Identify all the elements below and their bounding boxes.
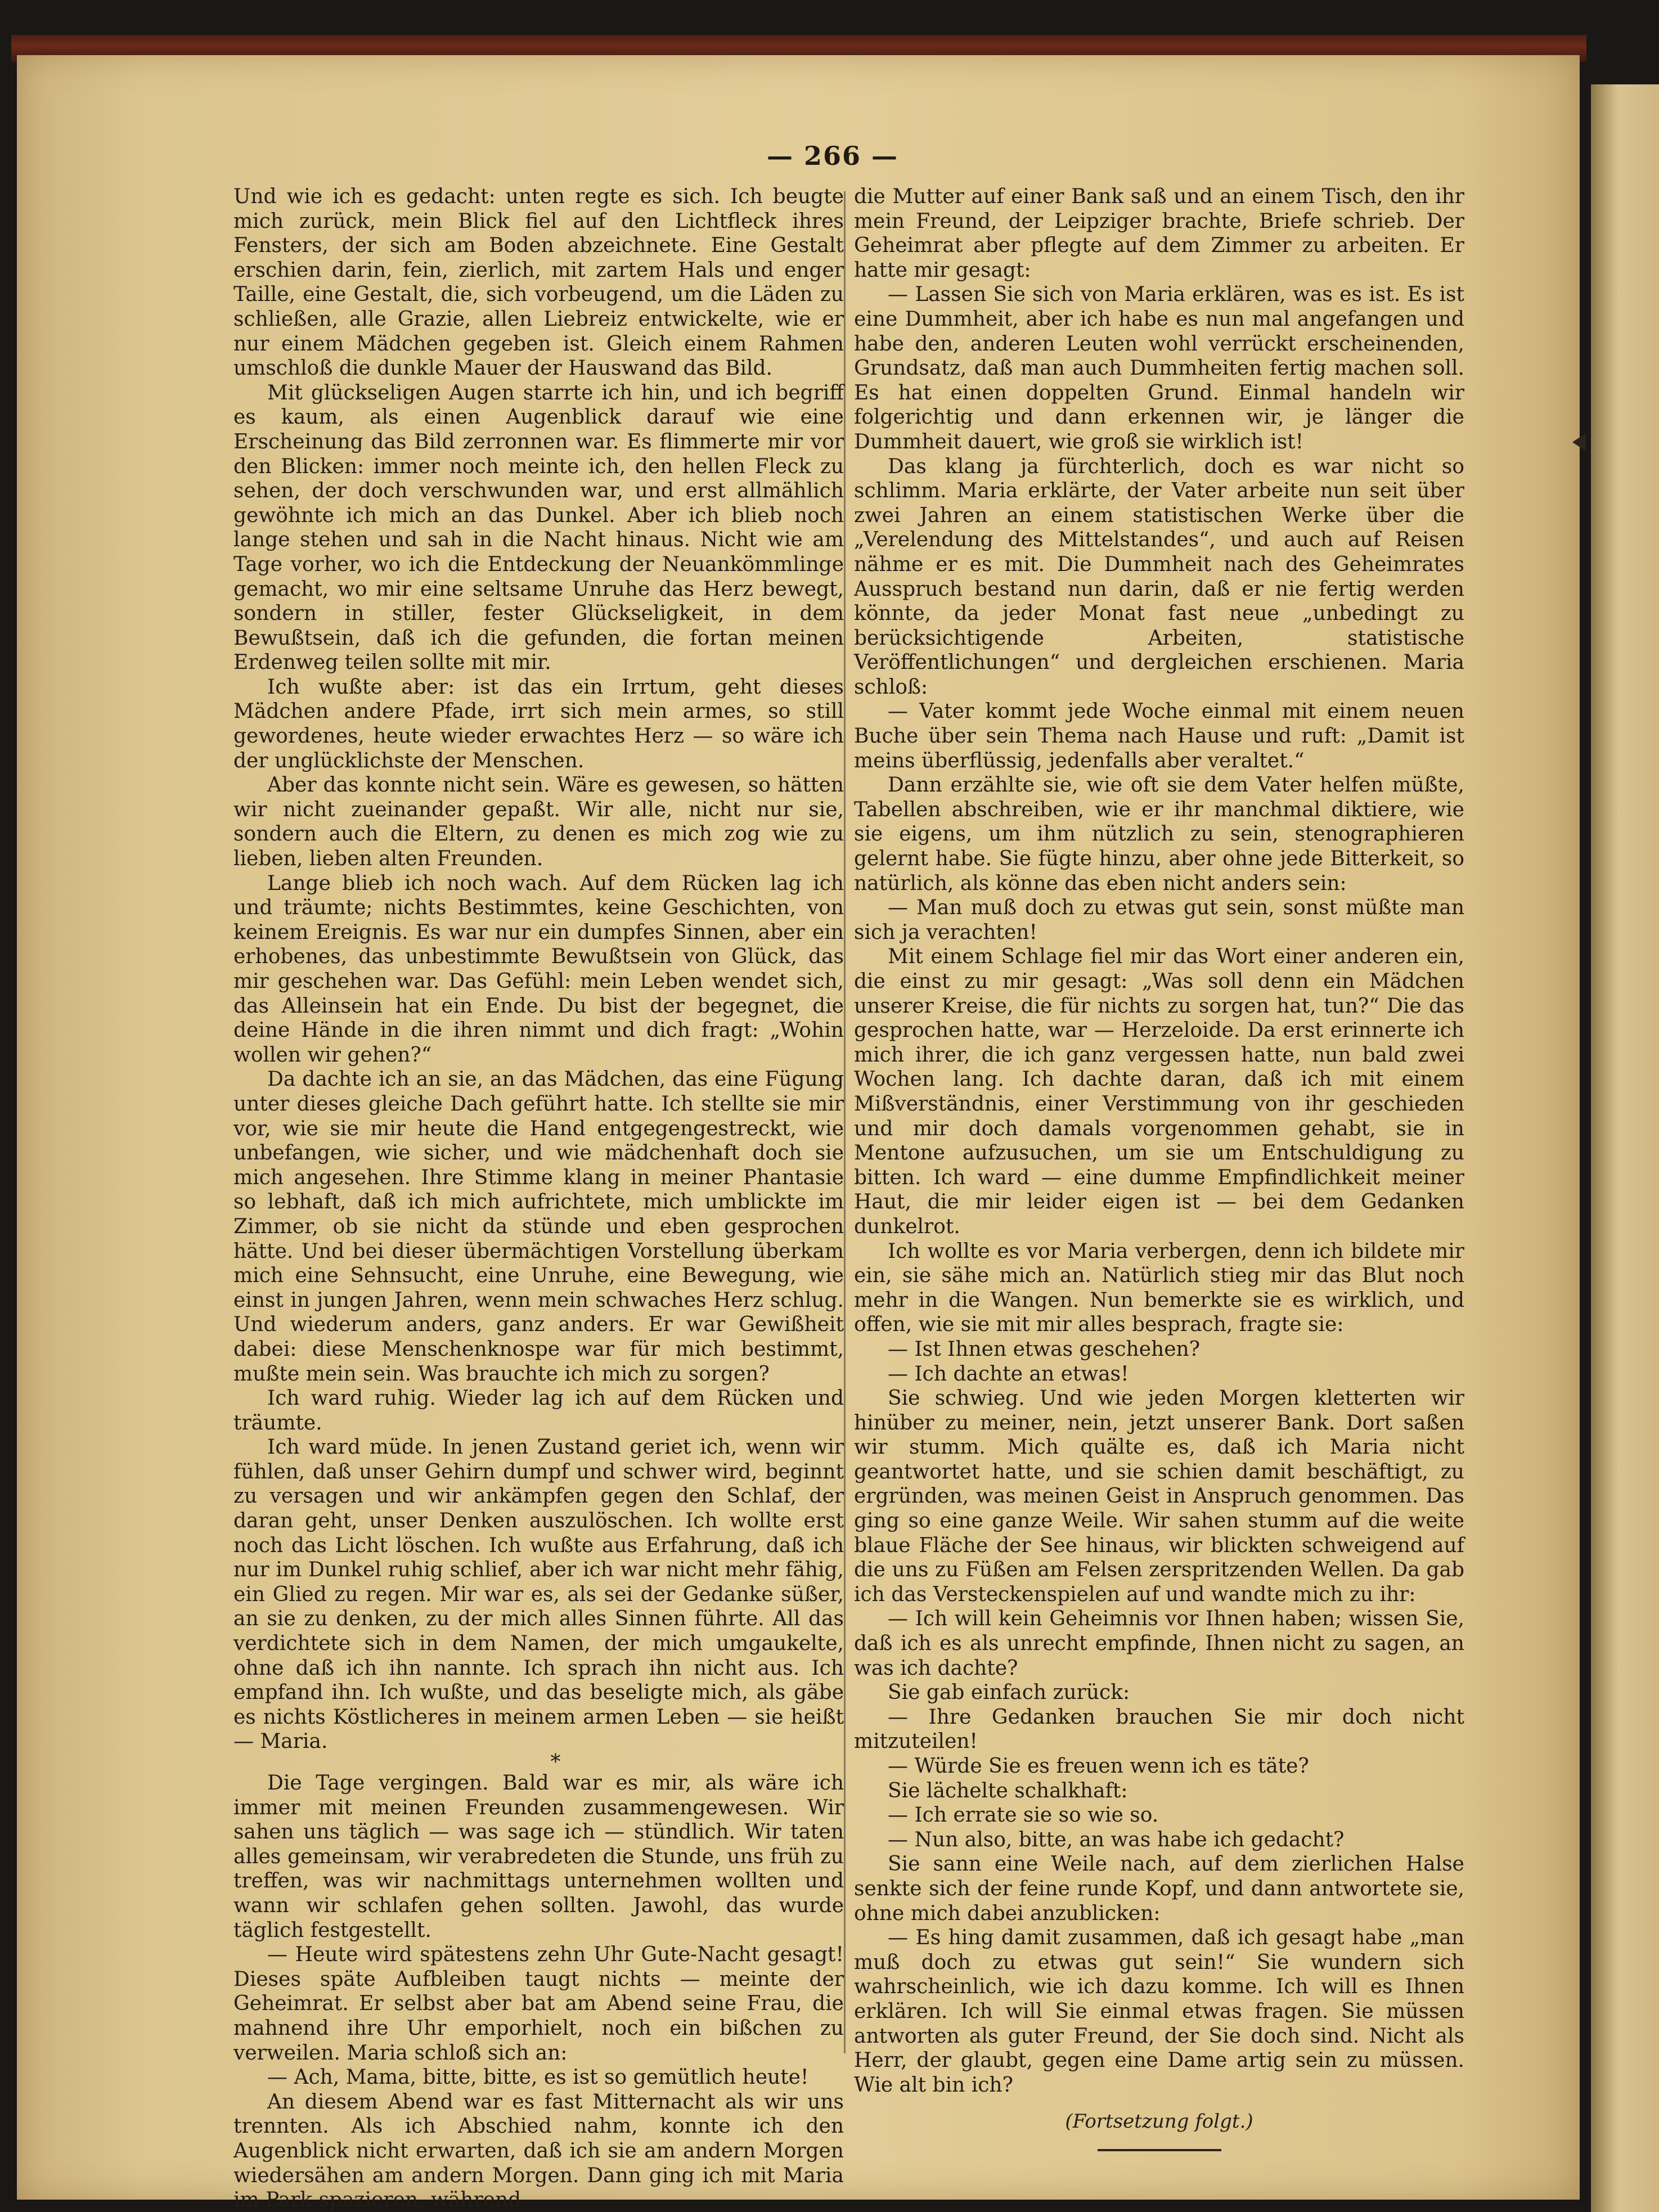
left-text-column	[233, 185, 844, 2212]
paragraph: — Ich errate sie so wie so.	[888, 1804, 1159, 1827]
paragraph: Sie schwieg. Und wie jeden Morgen kletterten wir hinüber zu meiner, nein, jetzt unserer Bank. Dort saßen wir stumm. Mich quälte es, daß ich Maria nicht geantwortet hatte, und sie schien damit beschäftigt, zu ergründen, was meinen Geist in Anspruch genommen. Das ging so eine ganze Weile. Wir sahen stumm auf die weite blaue Fläche der See hinaus, wir blickten schweigend auf die uns zu Füßen am Felsen zerspritzenden Wellen. Da gab ich das Versteckenspielen auf und wandte mich zu ihr:	[854, 1387, 1464, 1606]
paragraph: Ich ward müde. In jenen Zustand geriet ich, wenn wir fühlen, daß unser Gehirn dumpf und schwer wird, beginnt zu versagen und wir ankämpfen gegen den Schlaf, der daran geht, unser Denken auszulöschen. Ich wollte erst noch das Licht löschen. Ich wußte aus Erfahrung, daß ich nur im Dunkel ruhig schlief, aber ich war nicht mehr fähig, ein Glied zu regen. Mir war es, als sei der Gedanke süßer, an sie zu denken, zu der mich alles Sinnen führte. All das verdichtete sich in dem Namen, der mich umgaukelte, ohne daß ich ihn nannte. Ich sprach ihn nicht aus. Ich empfand ihn. Ich wußte, und das beseligte mich, als gäbe es nichts Köstlicheres in meinem armen Leben — sie heißt — Maria.	[233, 1436, 844, 1754]
paragraph: Sie lächelte schalkhaft:	[888, 1779, 1128, 1802]
paragraph: — Ihre Gedanken brauchen Sie mir doch nicht mitzuteilen!	[854, 1705, 1464, 1754]
margin-marker-icon	[1572, 433, 1586, 451]
right-text-column	[854, 185, 1464, 2151]
page-number: — 266 —	[766, 141, 899, 171]
paragraph: — Ich will kein Geheimnis vor Ihnen haben; wissen Sie, daß ich es als unrecht empfinde, Ihnen nicht zu sagen, an was ich dachte?	[854, 1607, 1464, 1680]
adjacent-page-edge	[1591, 84, 1659, 2212]
paragraph: Lange blieb ich noch wach. Auf dem Rücken lag ich und träumte; nichts Bestimmtes, keine Geschichten, von keinem Ereignis. Es war nur ein dumpfes Sinnen, aber ein erhobenes, das unbestimmte Bewußtsein von Glück, das mir geschehen war. Das Gefühl: mein Leben wendet sich, das Alleinsein hat ein Ende. Du bist der begegnet, die deine Hände in die ihren nimmt und dich fragt: „Wohin wollen wir gehen?“	[233, 871, 844, 1067]
paragraph: Aber das konnte nicht sein. Wäre es gewesen, so hätten wir nicht zueinander gepaßt. Wir alle, nicht nur sie, sondern auch die Eltern, zu denen es mich zog wie zu lieben, lieben alten Freunden.	[233, 774, 844, 871]
paragraph: Sie sann eine Weile nach, auf dem zierlichen Halse senkte sich der feine runde Kopf, und dann antwortete sie, ohne mich dabei anzublicken:	[854, 1853, 1464, 1925]
paragraph: An diesem Abend war es fast Mitternacht als wir uns trennten. Als ich Abschied nahm, konnte ich den Augenblick nicht erwarten, daß ich sie am andern Morgen wiedersähen am andern Morgen. Dann ging ich mit Maria im Park spazieren, während	[233, 2090, 844, 2212]
paragraph: — Nun also, bitte, an was habe ich gedacht?	[888, 1828, 1345, 1851]
paragraph: Und wie ich es gedacht: unten regte es sich. Ich beugte mich zurück, mein Blick fiel auf den Lichtfleck ihres Fensters, der sich am Boden abzeichnete. Eine Gestalt erschien darin, fein, zierlich, mit zartem Hals und enger Taille, eine Gestalt, die, sich vorbeugend, um die Läden zu schließen, alle Grazie, allen Liebreiz entwickelte, wie er nur einem Mädchen gegeben ist. Gleich einem Rahmen umschloß die dunkle Mauer der Hauswand das Bild.	[233, 185, 844, 380]
column-divider	[844, 191, 846, 2053]
paragraph: Mit einem Schlage fiel mir das Wort einer anderen ein, die einst zu mir gesagt: „Was soll denn ein Mädchen unserer Kreise, die für nichts zu sorgen hat, tun?“ Die das gesprochen hatte, war — Herzeloide. Da erst erinnerte ich mich ihrer, die ich ganz vergessen hatte, nun bald zwei Wochen lang. Ich dachte daran, daß ich mit einem Mißverständnis, einer Verstimmung von ihr geschieden und mir doch damals vorgenommen gehabt, sie in Mentone aufzusuchen, um sie um Entschuldigung zu bitten. Ich ward — eine dumme Empfindlichkeit meiner Haut, die mir leider eigen ist — bei dem Gedanken dunkelrot.	[854, 945, 1464, 1238]
paragraph: die Mutter auf einer Bank saß und an einem Tisch, den ihr mein Freund, der Leipziger brachte, Briefe schrieb. Der Geheimrat aber pflegte auf dem Zimmer zu arbeiten. Er hatte mir gesagt:	[854, 185, 1464, 282]
paragraph: Da dachte ich an sie, an das Mädchen, das eine Fügung unter dieses gleiche Dach geführt hatte. Ich stellte sie mir vor, wie sie mir heute die Hand entgegengestreckt, wie unbefangen, wie sicher, und wie mädchenhaft doch sie mich angesehen. Ihre Stimme klang in meiner Phantasie so lebhaft, daß ich mich aufrichtete, mich umblickte im Zimmer, ob sie nicht da stünde und eben gesprochen hätte. Und bei dieser übermächtigen Vorstellung überkam mich eine Sehnsucht, eine Unruhe, eine Bewegung, wie einst in jungen Jahren, wenn mein schwaches Herz schlug. Und wiederum anders, ganz anders. Er war Gewißheit dabei: diese Menschenknospe war für mich bestimmt, mußte mein sein. Was brauchte ich mich zu sorgen?	[233, 1068, 844, 1386]
paragraph: — Ist Ihnen etwas geschehen?	[888, 1337, 1200, 1361]
paragraph: Ich ward ruhig. Wieder lag ich auf dem Rücken und träumte.	[233, 1387, 844, 1435]
paragraph: Mit glückseligen Augen starrte ich hin, und ich begriff es kaum, als einen Augenblick darauf wie eine Erscheinung das Bild zerronnen war. Es flimmerte mir vor den Blicken: immer noch meinte ich, den hellen Fleck zu sehen, der doch verschwunden war, und erst allmählich gewöhnte ich mich an das Dunkel. Aber ich blieb noch lange stehen und sah in die Nacht hinaus. Nicht wie am Tage vorher, wo ich die Entdeckung der Neuankömmlinge gemacht, wo mir eine seltsame Unruhe das Herz bewegt, sondern in stiller, fester Glückseligkeit, in dem Bewußtsein, daß ich die gefunden, die fortan meinen Erdenweg teilen sollte mit mir.	[233, 381, 844, 675]
paragraph: Dann erzählte sie, wie oft sie dem Vater helfen müßte, Tabellen abschreiben, wie er ihr manchmal diktiere, wie sie eigens, um ihm nützlich zu sein, stenographieren gelernt habe. Sie fügte hinzu, aber ohne jede Bitterkeit, so natürlich, als könne das eben nicht anders sein:	[854, 774, 1464, 895]
paragraph: — Lassen Sie sich von Maria erklären, was es ist. Es ist eine Dummheit, aber ich habe es nun mal angefangen und habe den, anderen Leuten wohl verrückt erscheinenden, Grundsatz, daß man auch Dummheiten fertig machen soll. Es hat einen doppelten Grund. Einmal handeln wir folgerichtig und dann erkennen wir, je länger die Dummheit dauert, wie groß sie wirklich ist!	[854, 283, 1464, 453]
paragraph: Die Tage vergingen. Bald war es mir, als wäre ich immer mit meinen Freunden zusammengewesen. Wir sahen uns täglich — was sage ich — stündlich. Wir taten alles gemeinsam, wir verabredeten die Stunde, uns früh zu treffen, was wir nachmittags unternehmen wollten und wann wir schlafen gehen sollten. Jawohl, das wurde täglich festgestellt.	[233, 1772, 844, 1942]
paragraph: — Ich dachte an etwas!	[888, 1362, 1129, 1386]
paragraph: — Ach, Mama, bitte, bitte, es ist so gemütlich heute!	[267, 2066, 809, 2089]
paragraph: — Heute wird spätestens zehn Uhr Gute-Nacht gesagt! Dieses späte Aufbleiben taugt nichts — meinte der Geheimrat. Er selbst aber bat am Abend seine Frau, die mahnend ihre Uhr emporhielt, noch ein bißchen zu verweilen. Maria schloß sich an:	[233, 1943, 844, 2065]
paragraph: Sie gab einfach zurück:	[888, 1681, 1130, 1705]
closing-rule	[1098, 2149, 1221, 2151]
paragraph: — Es hing damit zusammen, daß ich gesagt habe „man muß doch zu etwas gut sein!“ Sie wundern sich wahrscheinlich, wie ich dazu komme. Ich will es Ihnen erklären. Ich will Sie einmal etwas fragen. Sie müssen antworten als guter Freund, der Sie doch sind. Nicht als Herr, der glaubt, gegen eine Dame artig sein zu müssen. Wie alt bin ich?	[854, 1926, 1464, 2097]
paragraph: — Man muß doch zu etwas gut sein, sonst müßte man sich ja verachten!	[854, 896, 1464, 944]
section-separator: *	[550, 1751, 561, 1774]
continuation-note: (Fortsetzung folgt.)	[1065, 2110, 1253, 2133]
paragraph: Ich wollte es vor Maria verbergen, denn ich bildete mir ein, sie sähe mich an. Natürlich stieg mir das Blut noch mehr in die Wangen. Nun bemerkte sie es wirklich, und offen, wie sie mit mir alles besprach, fragte sie:	[854, 1239, 1464, 1337]
paragraph: — Würde Sie es freuen wenn ich es täte?	[888, 1755, 1309, 1778]
paragraph: Ich wußte aber: ist das ein Irrtum, geht dieses Mädchen andere Pfade, irrt sich mein armes, so still gewordenes, heute wieder erwachtes Herz — so wäre ich der unglücklichste der Menschen.	[233, 675, 844, 772]
paragraph: Das klang ja fürchterlich, doch es war nicht so schlimm. Maria erklärte, der Vater arbeite nun seit über zwei Jahren an einem statistischen Werke über die „Verelendung des Mittelstandes“, und auch auf Reisen nähme er es mit. Die Dummheit nach des Geheimrates Ausspruch bestand nun darin, daß er nie fertig werden könnte, da jeder Monat fast neue „unbedingt zu berücksichtigende Arbeiten, statistische Veröffentlichungen“ und dergleichen erschienen. Maria schloß:	[854, 455, 1464, 699]
paragraph: — Vater kommt jede Woche einmal mit einem neuen Buche über sein Thema nach Hause und ruft: „Damit ist meins überflüssig, jedenfalls aber veraltet.“	[854, 700, 1464, 772]
